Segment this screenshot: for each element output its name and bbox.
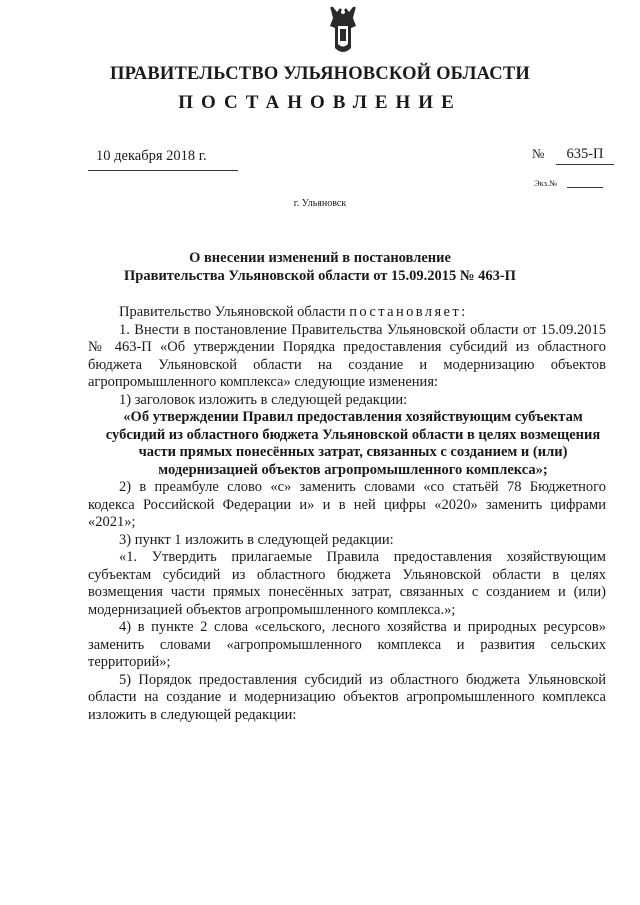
coat-of-arms-icon xyxy=(327,4,359,56)
title-line-2: Правительства Ульяновской области от 15.09.2015 № 463-П xyxy=(124,268,516,284)
intro-start: Правительство Ульяновской области xyxy=(119,304,350,320)
city: г. Ульяновск xyxy=(293,198,347,209)
number-label: № xyxy=(532,146,545,161)
item-1: 1. Внести в постановление Правительства Ульяновской области от 15.09.2015 № 463-П «Об утверждении Порядка предоставления субсидий из областного бюджета Ульяновской области на создание и модернизацию объектов агропромышленного комплекса» следующие изменения: xyxy=(88,321,606,390)
decree-title xyxy=(0,249,640,285)
subitem-3-quote: «1. Утвердить прилагаемые Правила предоставления хозяйствующим субъектам субсидий из областного бюджета Ульяновской области в целях возмещения части прямых понесённых затрат, связанных с созданием и (или) модернизацией объектов агропромышленного комплекса.»; xyxy=(88,549,606,618)
document-type: ПОСТАНОВЛЕНИЕ xyxy=(178,92,462,113)
date-underline xyxy=(88,170,238,171)
new-title-quote: «Об утверждении Правил предоставления хозяйствующим субъектам субсидий из областного бюджета Ульяновской области в целях возмещения части прямых понесённых затрат, связанных с созданием и (или) модернизацией объектов агропромышленного комплекса»; xyxy=(105,409,601,478)
title-line-1: О внесении изменений в постановление xyxy=(189,250,451,266)
intro-paragraph xyxy=(88,304,606,322)
intro-verb: постановляет xyxy=(349,304,462,320)
decree-body xyxy=(88,304,606,724)
decree-number: 635-П xyxy=(556,146,614,165)
government-name: ПРАВИТЕЛЬСТВО УЛЬЯНОВСКОЙ ОБЛАСТИ xyxy=(110,64,530,84)
intro-end: : xyxy=(461,304,466,320)
subitem-4: 4) в пункте 2 слова «сельского, лесного хозяйства и природных ресурсов» заменить словами «агропромышленного комплекса и развития сельских территорий»; xyxy=(88,619,606,670)
subitem-2: 2) в преамбуле слово «с» заменить словами «со статьёй 78 Бюджетного кодекса Российской Федерации и» и в ней цифры «2020» заменить цифрами «2021»; xyxy=(88,479,606,530)
subitem-1: 1) заголовок изложить в следующей редакции: xyxy=(119,391,408,408)
copy-number-line xyxy=(567,187,603,188)
copy-number-label: Экз.№ xyxy=(534,178,558,188)
subitem-5: 5) Порядок предоставления субсидий из областного бюджета Ульяновской области на создание и модернизацию объектов агропромышленного комплекса изложить в следующей редакции: xyxy=(88,671,606,723)
decree-date: 10 декабря 2018 г. xyxy=(96,148,207,164)
subitem-3: 3) пункт 1 изложить в следующей редакции: xyxy=(119,531,394,548)
